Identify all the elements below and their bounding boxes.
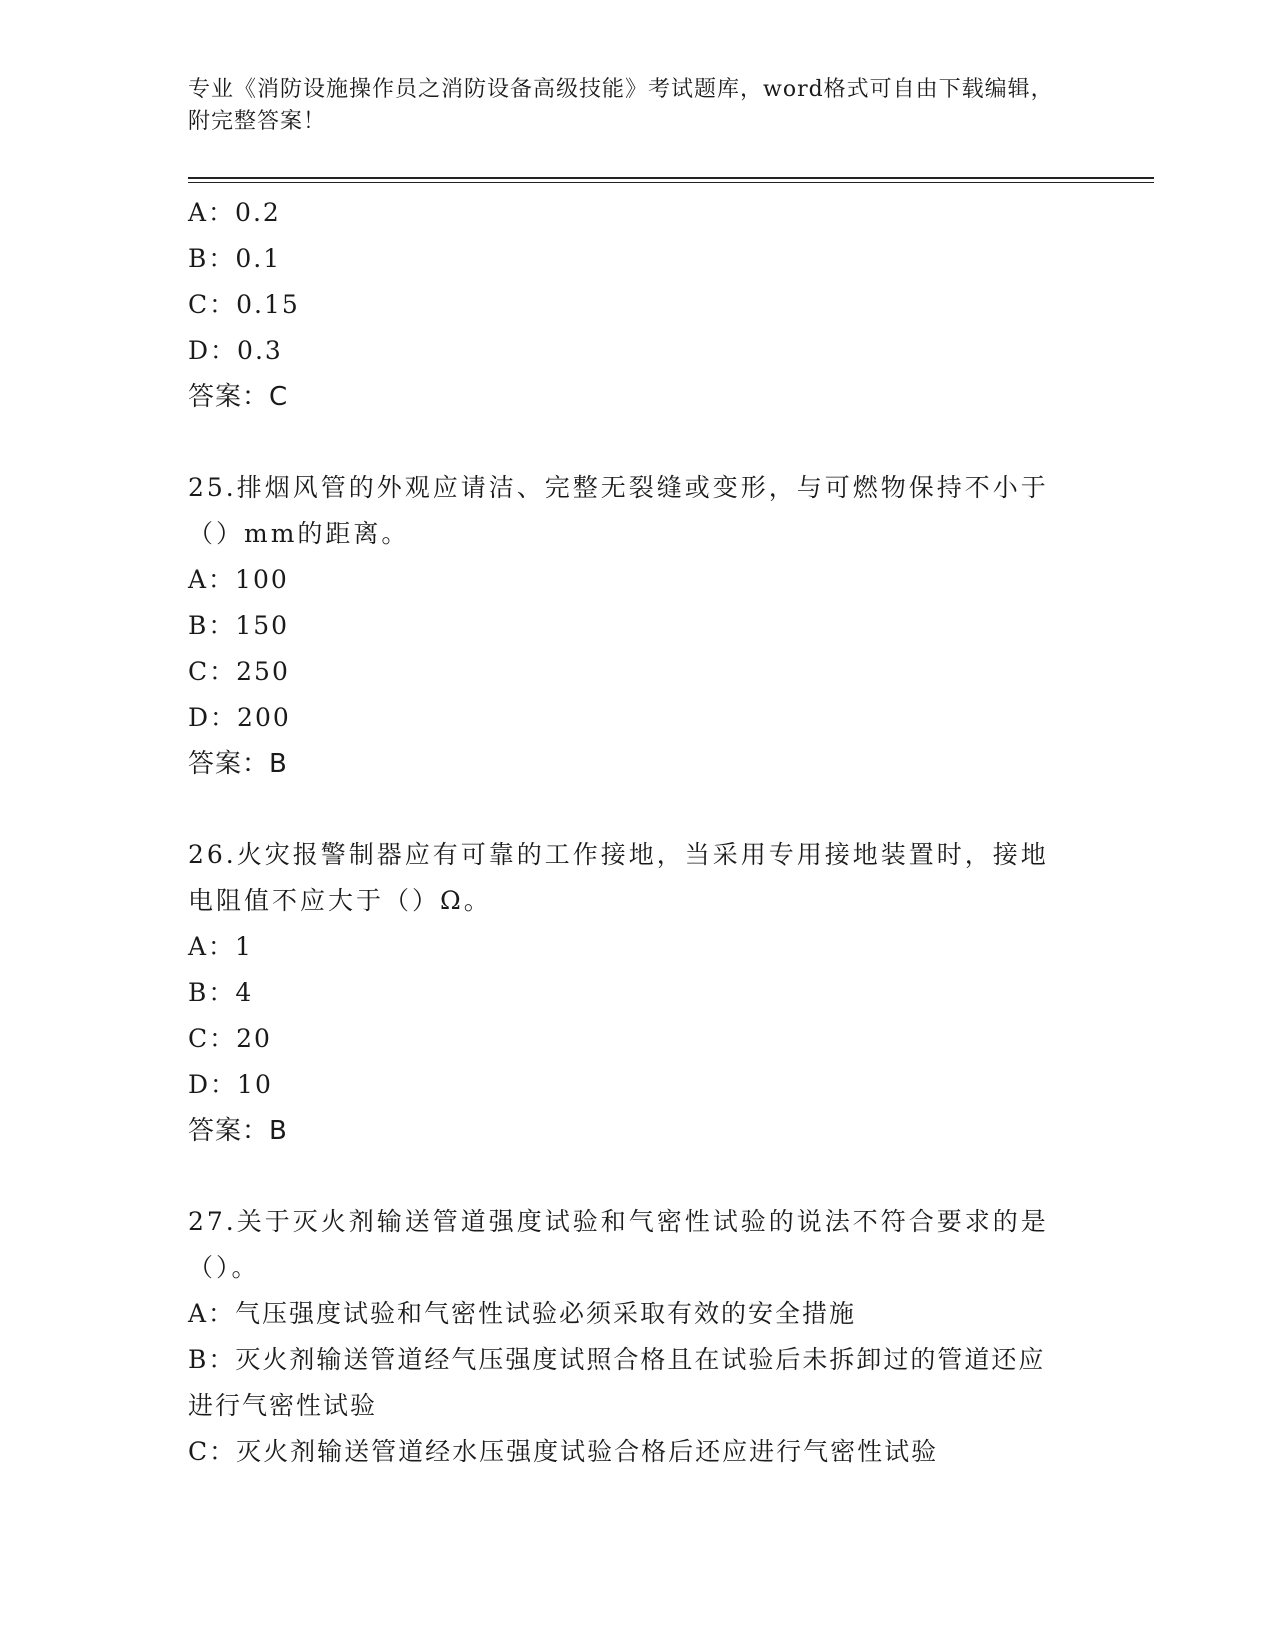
option-d: D：10: [188, 1070, 273, 1099]
question-stem: 27.关于灭火剂输送管道强度试验和气密性试验的说法不符合要求的是（）。: [188, 1207, 1049, 1282]
option-b: B：0.1: [188, 244, 282, 273]
option-b: B：4: [188, 978, 254, 1007]
option-c: C：20: [188, 1024, 272, 1053]
question-26: [188, 832, 1068, 1154]
question-stem: 25.排烟风管的外观应请洁、完整无裂缝或变形，与可燃物保持不小于（）mm的距离。: [188, 473, 1049, 548]
question-24-continued: [188, 190, 1068, 420]
option-b: B：灭火剂输送管道经气压强度试照合格且在试验后未拆卸过的管道还应进行气密性试验: [188, 1345, 1046, 1420]
question-25: [188, 465, 1068, 787]
option-a: A：1: [188, 932, 253, 961]
option-d: D：200: [188, 703, 291, 732]
option-a: A：100: [188, 565, 289, 594]
option-c: C：0.15: [188, 290, 300, 319]
option-b: B：150: [188, 611, 290, 640]
header-rule-thin: [188, 182, 1154, 183]
question-27: [188, 1199, 1068, 1475]
question-stem: 26.火灾报警制器应有可靠的工作接地，当采用专用接地装置时，接地电阻值不应大于（）Ω。: [188, 840, 1049, 915]
header-rule-thick: [188, 177, 1154, 179]
document-header: 专业《消防设施操作员之消防设备高级技能》考试题库，word格式可自由下载编辑，附完整答案！: [188, 77, 1054, 134]
option-c: C：灭火剂输送管道经水压强度试验合格后还应进行气密性试验: [188, 1437, 939, 1466]
answer: 答案：C: [188, 382, 289, 412]
answer: 答案：B: [188, 1116, 288, 1146]
answer: 答案：B: [188, 749, 288, 779]
option-a: A：0.2: [188, 198, 281, 227]
option-c: C：250: [188, 657, 290, 686]
document-body: [188, 190, 1068, 1475]
option-d: D：0.3: [188, 336, 283, 365]
option-a: A：气压强度试验和气密性试验必须采取有效的安全措施: [188, 1299, 857, 1328]
